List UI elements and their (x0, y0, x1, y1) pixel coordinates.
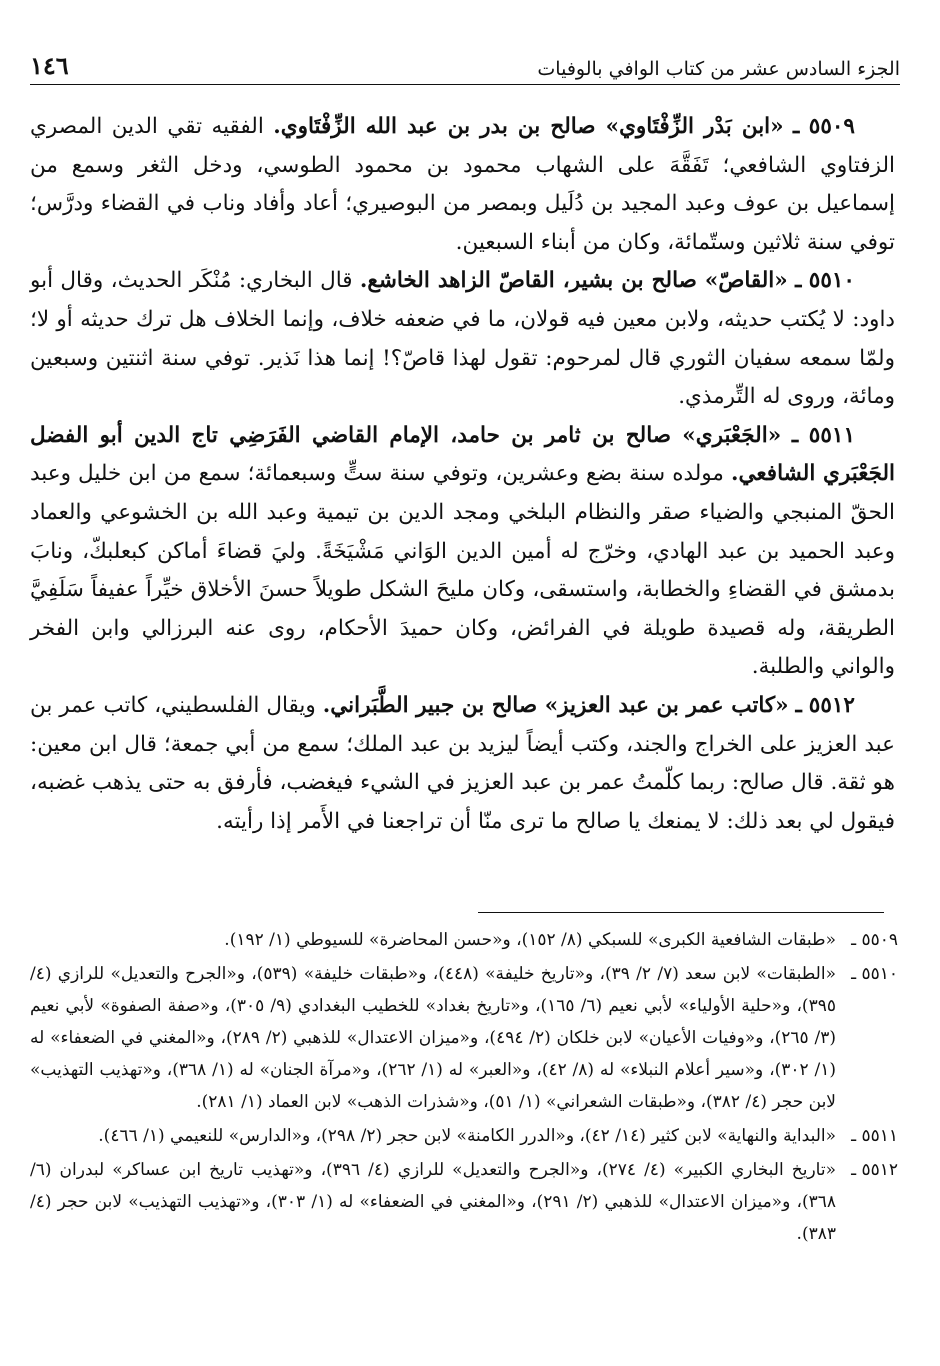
footnote-number: ٥٥١٠ ـ (851, 964, 898, 984)
entry-5512: ٥٥١٢ ـ «كاتب عمر بن عبد العزيز» صالح بن جبير الطَّبَراني. ويقال الفلسطيني، كاتب عمر بن عبد العزيز على الخراج والجند، وكتب أيضاً ليزيد بن عبد الملك؛ سمع من أبي جمعة؛ قال ابن معين: هو ثقة. قال صالح: ربما كلّمتُ عمر بن عبد العزيز في الشيء فيغضب، فأرفق به حتى يذهب غضبه، فيقول لي بعد ذلك: لا يمنعك يا صالح ما ترى منّا أن تراجعنا في الأَمر إذا رأيته. (30, 692, 895, 834)
entry-text: الفقيه تقي الدين المصري الزفتاوي الشافعي؛ تَفَقَّهَ على الشهاب محمود بن محمود الطوسي، ودخل الثغر وسمع من إسماعيل بن عوف وعبد المجيد بن دُلَيل وبمصر من البوصيري؛ أعاد وأفاد وناب في القضاء ودرَّس؛ توفي سنة ثلاثين وستّمائة، وكان من أبناء السبعين. (30, 114, 895, 255)
entry-5509: ٥٥٠٩ ـ «ابن بَدْر الزِّفْتَاوي» صالح بن بدر بن عبد الله الزِّفْتَاوي. الفقيه تقي الدين المصري الزفتاوي الشافعي؛ تَفَقَّهَ على الشهاب محمود بن محمود الطوسي، ودخل الثغر وسمع من إسماعيل بن عوف وعبد المجيد بن دُلَيل وبمصر من البوصيري؛ أعاد وأفاد وناب في القضاء ودرَّس؛ توفي سنة ثلاثين وستّمائة، وكان من أبناء السبعين. (30, 114, 895, 255)
entry-heading: «الجَعْبَري» صالح بن ثامر بن حامد، الإمام القاضي الفَرَضِي تاج الدين أبو الفضل الجَعْبَري الشافعي. (30, 422, 896, 487)
footnote (30, 958, 898, 1118)
footnotes (30, 924, 898, 1252)
footnote-text: «طبقات الشافعية الكبرى» للسبكي (٨/ ١٥٢)، و«حسن المحاضرة» للسيوطي (١/ ١٩٢). (224, 930, 836, 950)
entry-text: قال البخاري: مُنْكَر الحديث، وقال أبو داود: لا يُكتب حديثه، ولابن معين فيه قولان، ما في ضعفه خلاف، وإنما الخلاف هل ترك حديثه أو لا؛ ولمّا سمعه سفيان الثوري قال لمرحوم: تقول لهذا قاصّ؟! إنما هذا نَذير. توفي سنة اثنتين وسبعين ومائة، وروى له التِّرمذي. (30, 268, 895, 410)
footnote-rule (478, 912, 884, 913)
footnote (30, 1154, 898, 1250)
page-number: ١٤٦ (30, 51, 69, 80)
entry-text: ويقال الفلسطيني، كاتب عمر بن عبد العزيز على الخراج والجند، وكتب أيضاً ليزيد بن عبد الملك؛ سمع من أبي جمعة؛ قال ابن معين: هو ثقة. قال صالح: ربما كلّمتُ عمر بن عبد العزيز في الشيء فيغضب، فأرفق به حتى يذهب غضبه، فيقول لي بعد ذلك: لا يمنعك يا صالح ما ترى منّا أن تراجعنا في الأَمر إذا رأيته. (30, 692, 895, 834)
entry-5511: ٥٥١١ ـ «الجَعْبَري» صالح بن ثامر بن حامد، الإمام القاضي الفَرَضِي تاج الدين أبو الفضل الجَعْبَري الشافعي. مولده سنة بضع وعشرين، وتوفي سنة ستٍّ وسبعمائة؛ سمع من ابن خليل وعبد الحقّ المنبجي والضياء صقر والنظام البلخي ومجد الدين بن تيمية وعبد الله بن الخشوعي والعماد وعبد الحميد بن عبد الهادي، وخرّج له أمين الدين الوَاني مَشْيَخَةً. وليَ قضاءَ أماكن كبعلبكّ، ونابَ بدمشق في القضاءِ والخطابة، واستسقى، وكان مليحَ الشكل طويلاً حسنَ الأخلاق خيِّراً عفيفاً سَلَفِيَّ الطريقة، وله قصيدة طويلة في الفرائض، وكان حميدَ الأحكام، روى عنه البرزالي وابن الفخر والواني والطلبة. (30, 422, 896, 680)
entry-text: مولده سنة بضع وعشرين، وتوفي سنة ستٍّ وسبعمائة؛ سمع من ابن خليل وعبد الحقّ المنبجي والضياء صقر والنظام البلخي ومجد الدين بن تيمية وعبد الله بن الخشوعي والعماد وعبد الحميد بن عبد الهادي، وخرّج له أمين الدين الوَاني مَشْيَخَةً. وليَ قضاءَ أماكن كبعلبكّ، ونابَ بدمشق في القضاءِ والخطابة، واستسقى، وكان مليحَ الشكل طويلاً حسنَ الأخلاق خيِّراً عفيفاً سَلَفِيَّ الطريقة، وله قصيدة طويلة في الفرائض، وكان حميدَ الأحكام، روى عنه البرزالي وابن الفخر والواني والطلبة. (30, 461, 895, 680)
entry-heading: «القاصّ» صالح بن بشير، القاصّ الزاهد الخاشع. (359, 268, 788, 294)
entry-number: ٥٥٠٩ (808, 114, 855, 139)
entry-5510: ٥٥١٠ ـ «القاصّ» صالح بن بشير، القاصّ الزاهد الخاشع. قال البخاري: مُنْكَر الحديث، وقال أبو داود: لا يُكتب حديثه، ولابن معين فيه قولان، ما في ضعفه خلاف، وإنما الخلاف هل ترك حديثه أو لا؛ ولمّا سمعه سفيان الثوري قال لمرحوم: تقول لهذا قاصّ؟! إنما هذا نَذير. توفي سنة اثنتين وسبعين ومائة، وروى له التِّرمذي. (30, 268, 895, 410)
page-header (30, 40, 900, 80)
footnote-number: ٥٥١٢ ـ (851, 1160, 898, 1180)
entry-number: ٥٥١٢ (808, 692, 855, 718)
main-text (30, 108, 895, 841)
footnote-text: «تاريخ البخاري الكبير» (٤/ ٢٧٤)، و«الجرح والتعديل» للرازي (٤/ ٣٩٦)، و«تهذيب تاريخ ابن عساكر» لبدران (٦/ ٣٦٨)، و«ميزان الاعتدال» للذهبي (٢/ ٢٩١)، و«المغني في الضعفاء» له (١/ ٣٠٣)، و«تهذيب التهذيب» لابن حجر (٤/ ٣٨٣). (30, 1160, 836, 1244)
entry-number: ٥٥١٠ (808, 268, 855, 294)
header-rule (30, 84, 900, 85)
entry-number: ٥٥١١ (808, 422, 855, 448)
footnote-number: ٥٥١١ ـ (851, 1126, 898, 1146)
running-title: الجزء السادس عشر من كتاب الوافي بالوفيات (537, 58, 900, 80)
entry-heading: «ابن بَدْر الزِّفْتَاوي» صالح بن بدر بن عبد الله الزِّفْتَاوي. (273, 114, 784, 139)
footnote (30, 924, 898, 956)
footnote-text: «البداية والنهاية» لابن كثير (١٤/ ٤٢)، و«الدرر الكامنة» لابن حجر (٢/ ٢٩٨)، و«الدارس» للنعيمي (١/ ٤٦٦). (98, 1126, 836, 1146)
entry-heading: «كاتب عمر بن عبد العزيز» صالح بن جبير الطَّبَراني. (322, 692, 789, 718)
footnote-text: «الطبقات» لابن سعد (٧/ ٢/ ٣٩)، و«تاريخ خليفة» (٤٤٨)، و«طبقات خليفة» (٥٣٩)، و«الجرح والتعديل» للرازي (٤/ ٣٩٥)، و«حلية الأولياء» لأبي نعيم (٦/ ١٦٥)، و«تاريخ بغداد» للخطيب البغدادي (٩/ ٣٠٥)، و«صفة الصفوة» لأبي نعيم (٣/ ٢٦٥)، و«وفيات الأعيان» لابن خلكان (٢/ ٤٩٤)، و«ميزان الاعتدال» للذهبي (٢/ ٢٨٩)، و«المغني في الضعفاء» له (١/ ٣٠٢)، و«سير أعلام النبلاء» له (٨/ ٤٢)، و«العبر» له (١/ ٢٦٢)، و«مرآة الجنان» له (١/ ٣٦٨)، و«تهذيب التهذيب» لابن حجر (٤/ ٣٨٢)، و«طبقات الشعراني» (١/ ٥١)، و«شذرات الذهب» لابن العماد (١/ ٢٨١). (30, 964, 836, 1112)
footnote (30, 1120, 898, 1152)
footnote-number: ٥٥٠٩ ـ (851, 930, 898, 950)
